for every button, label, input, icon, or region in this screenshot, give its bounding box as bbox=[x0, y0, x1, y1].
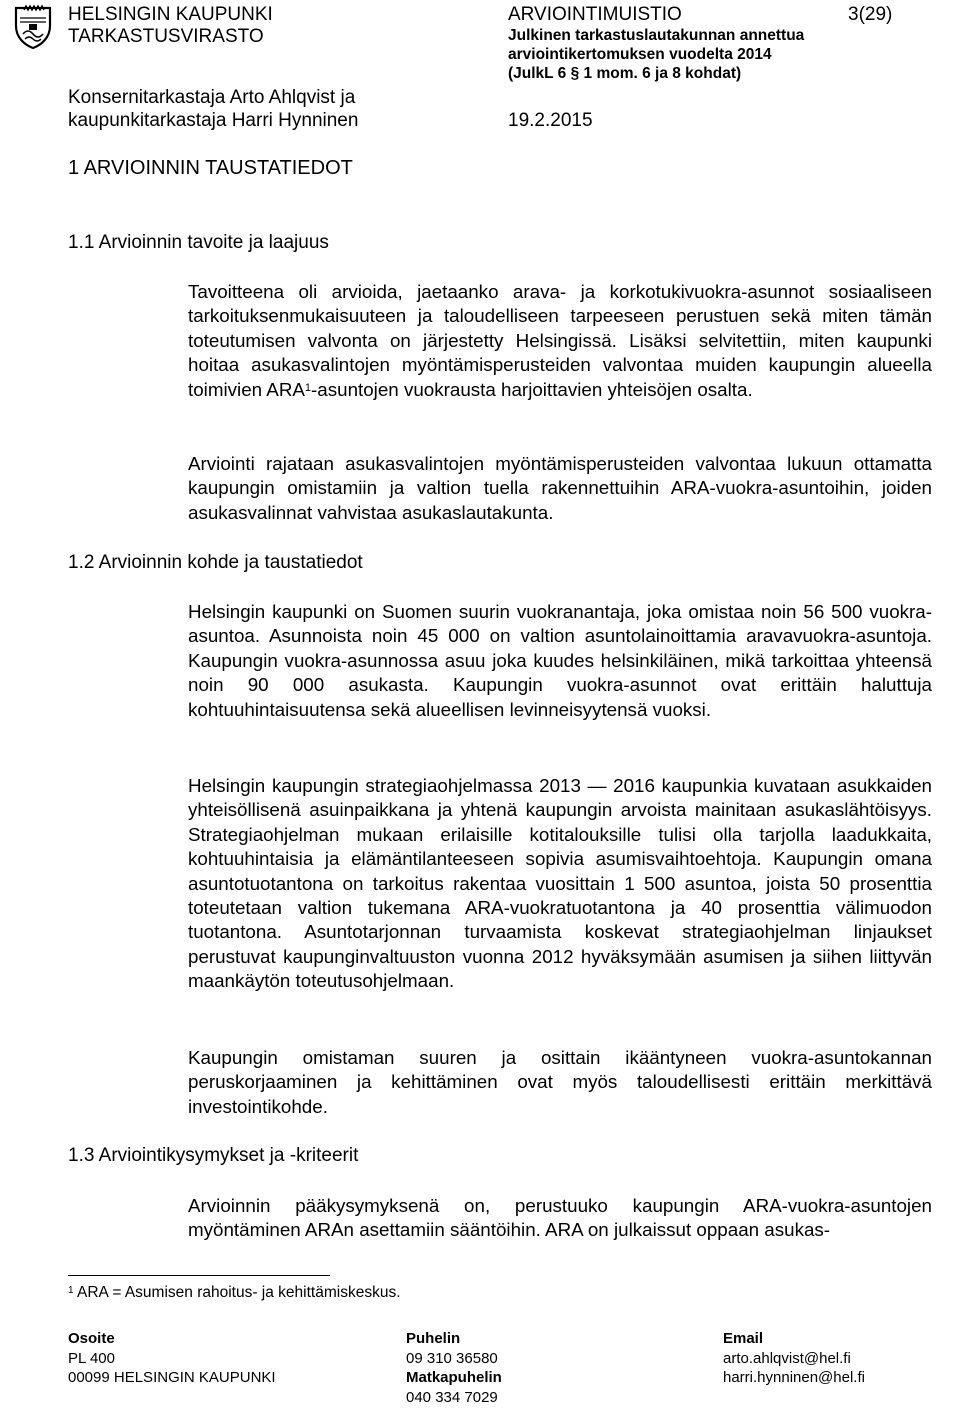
paragraph-background-1 bbox=[188, 600, 932, 722]
publicity-note-line1: Julkinen tarkastuslautakunnan annettua bbox=[508, 27, 805, 44]
paragraph-criteria bbox=[188, 1194, 932, 1243]
subsection-heading-1-3: 1.3 Arviointikysymykset ja -kriteerit bbox=[68, 1145, 359, 1166]
footer-address-label: Osoite bbox=[68, 1330, 115, 1347]
footer-phone-label: Puhelin bbox=[406, 1330, 461, 1347]
document-date: 19.2.2015 bbox=[508, 110, 593, 131]
footer-phone bbox=[406, 1329, 502, 1407]
footer-phone-number: 09 310 36580 bbox=[406, 1349, 498, 1367]
footer-email-1[interactable]: arto.ahlqvist@hel.fi bbox=[723, 1349, 851, 1367]
footer-mobile-number: 040 334 7029 bbox=[406, 1388, 498, 1406]
footer-address-line2: 00099 HELSINGIN KAUPUNKI bbox=[68, 1369, 276, 1386]
footer-email bbox=[723, 1329, 865, 1388]
paragraph-text: Tavoitteena oli arvioida, jaetaanko arava- ja korkotukivuokra-asunnot sosiaaliseen tarkoituksenmukaisuuteen ja taloudelliseen tarpeeseen perustuen sekä miten tämän toteutumisen valvonta on järjestetty Helsingissä. Lisäksi selvitettiin, miten kaupunki hoitaa asukasvalintojen myöntämisperusteiden valvontaa muiden kaupungin alueella toimivien ARA bbox=[188, 281, 932, 400]
footer-email-label: Email bbox=[723, 1330, 764, 1347]
footer-address-line1: PL 400 bbox=[68, 1349, 115, 1367]
paragraph-text: Kaupungin omistaman suuren ja osittain ikääntyneen vuokra-asuntokannan peruskorjaaminen ja kehittäminen ovat myös taloudellisesti erittäin merkittävä investointikohde. bbox=[188, 1047, 932, 1117]
footnote-ref: 1 bbox=[304, 381, 312, 394]
paragraph-text: Helsingin kaupungin strategiaohjelmassa 2013 — 2016 kaupunkia kuvataan asukkaiden yhteisöllisenä asuinpaikkana ja yhtenä kaupungin arvoista mainitaan asukaslähtöisyys. Strategiaohjelman mukaan erilaisille kotitalouksille tulisi olla tarjolla laadukkaita, kohtuuhintaisia ja elämäntilanteeseen sopivia asumisvaihtoehtoja. Kaupungin omana asuntotuotantona on tarkoitus rakentaa vuosittain 1 500 asuntoa, joista 50 prosenttia toteutetaan valtion tukemana ARA-vuokratuotantona ja 40 prosenttia välimuodon tuotantona. Asuntotarjonnan turvaamista koskevat strategiaohjelman linjaukset perustuvat kaupunginvaltuuston vuonna 2012 hyväksymään asumisen ja siihen liittyvän maankäytön toteutusohjelmaan. bbox=[188, 775, 932, 992]
paragraph-objective bbox=[188, 280, 932, 402]
paragraph-text: -asuntojen vuokrausta harjoittavien yhteisöjen osalta. bbox=[311, 378, 753, 400]
footer-mobile-label: Matkapuhelin bbox=[406, 1369, 502, 1386]
paragraph-background-2 bbox=[188, 774, 932, 994]
author-line1: Konsernitarkastaja Arto Ahlqvist ja bbox=[68, 87, 356, 108]
subsection-heading-1-1: 1.1 Arvioinnin tavoite ja laajuus bbox=[68, 232, 329, 253]
publicity-note-line3: (JulkL 6 § 1 mom. 6 ja 8 kohdat) bbox=[508, 65, 742, 82]
footer-email-2[interactable]: harri.hynninen@hel.fi bbox=[723, 1369, 865, 1386]
paragraph-text: Arviointi rajataan asukasvalintojen myöntämisperusteiden valvontaa lukuun ottamatta kaupungin omistamiin ja valtion tuella rakennettuihin ARA-vuokra-asuntoihin, joiden asukasvalinnat vahvistaa asukaslautakunta. bbox=[188, 453, 932, 523]
footnote-number: 1 bbox=[68, 1285, 74, 1296]
publicity-note-line2: arviointikertomuksen vuodelta 2014 bbox=[508, 46, 772, 63]
page-number: 3(29) bbox=[848, 4, 893, 25]
org-name: HELSINGIN KAUPUNKI bbox=[68, 4, 273, 25]
footer-address bbox=[68, 1329, 276, 1388]
paragraph-background-3 bbox=[188, 1046, 932, 1119]
paragraph-scope bbox=[188, 452, 932, 525]
paragraph-text: Helsingin kaupunki on Suomen suurin vuokranantaja, joka omistaa noin 56 500 vuokra-asuntoa. Asunnoista noin 45 000 on valtion asuntolainoittamia aravavuokra-asuntoja. Kaupungin vuokra-asunnossa asuu joka kuudes helsinkiläinen, mikä tarkoittaa yhteensä noin 90 000 asukasta. Kaupungin vuokra-asunnot ovat erittäin haluttuja kohtuuhintaisuutensa sekä alueellisen levinneisyytensä vuoksi. bbox=[188, 601, 932, 720]
author-line2: kaupunkitarkastaja Harri Hynninen bbox=[68, 110, 359, 131]
helsinki-crest-logo bbox=[10, 4, 56, 50]
footnote bbox=[68, 1284, 401, 1302]
document-type: ARVIOINTIMUISTIO bbox=[508, 4, 682, 25]
footnote-text: ARA = Asumisen rahoitus- ja kehittämiskeskus. bbox=[77, 1284, 401, 1301]
paragraph-text: Arvioinnin pääkysymyksenä on, perustuuko kaupungin ARA-vuokra-asuntojen myöntäminen ARAn asettamiin sääntöihin. ARA on julkaissut oppaan asukas- bbox=[188, 1195, 932, 1241]
subsection-heading-1-2: 1.2 Arvioinnin kohde ja taustatiedot bbox=[68, 552, 363, 573]
section-heading: 1 ARVIOINNIN TAUSTATIEDOT bbox=[68, 157, 353, 179]
office-name: TARKASTUSVIRASTO bbox=[68, 26, 264, 47]
footnote-divider bbox=[68, 1275, 330, 1276]
